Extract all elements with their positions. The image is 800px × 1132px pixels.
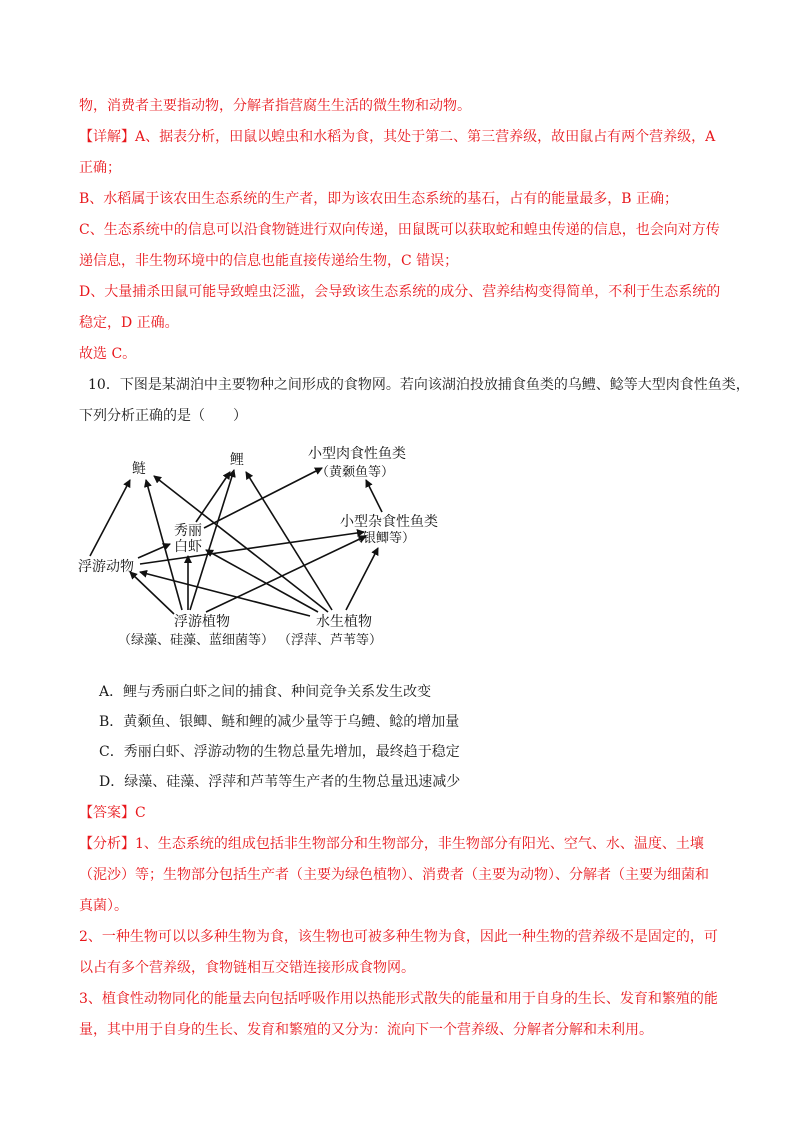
detail-line-d2: 稳定，D 正确。 [79, 315, 179, 331]
node-aquatic-plants: 水生植物 [316, 614, 372, 630]
analysis-p1-line2: （泥沙）等；生物部分包括生产者（主要为绿色植物）、消费者（主要为动物）、分解者（主要为细菌和 [79, 867, 709, 883]
option-b: B．黄颡鱼、银鲫、鲢和鲤的减少量等于乌鳢、鲶的增加量 [99, 714, 460, 730]
arrow-aqua-to-li [246, 472, 332, 610]
food-web-diagram [70, 440, 490, 660]
node-small-omnivorous-fish-example: （银鲫等） [350, 531, 416, 546]
arrow-zoo-to-lian [90, 480, 130, 556]
node-shrimp-2: 白虾 [174, 539, 202, 555]
explanation-line-0: 物，消费者主要指动物，分解者指营腐生生活的微生物和动物。 [79, 98, 471, 114]
option-c: C．秀丽白虾、浮游动物的生物总量先增加，最终趋于稳定 [99, 744, 460, 760]
detail-a1-text: A、据表分析，田鼠以蝗虫和水稻为食，其处于第二、第三营养级，故田鼠占有两个营养级，A [135, 129, 716, 145]
node-shrimp-1: 秀丽 [174, 523, 202, 539]
node-small-carnivorous-fish-example: （黄颡鱼等） [316, 465, 395, 480]
detail-line-c2: 递信息，非生物环境中的信息也能直接传递给生物，C 错误； [79, 253, 459, 269]
detail-line-d1: D、大量捕杀田鼠可能导致蝗虫泛滥，会导致该生态系统的成分、营养结构变得简单，不利于生态系统的 [79, 284, 721, 300]
analysis-p3-line1: 3、植食性动物同化的能量去向包括呼吸作用以热能形式散失的能量和用于自身的生长、发育和繁殖的能 [79, 991, 718, 1007]
detail-line-b: B、水稻属于该农田生态系统的生产者，即为该农田生态系统的基石，占有的能量最多，B 正确； [79, 191, 679, 207]
question-line-2: 下列分析正确的是（ ） [79, 408, 247, 424]
analysis-p1-line3: 真菌）。 [79, 898, 128, 914]
answer-line [79, 803, 146, 823]
node-phytoplankton-example: （绿藻、硅藻、蓝细菌等） [118, 633, 275, 648]
node-li: 鲤 [230, 452, 244, 468]
option-a: A．鲤与秀丽白虾之间的捕食、种间竞争关系发生改变 [99, 684, 432, 700]
node-small-carnivorous-fish: 小型肉食性鱼类 [308, 446, 406, 462]
detail-line-a1 [79, 127, 715, 147]
question-line-1: 10．下图是某湖泊中主要物种之间形成的食物网。若向该湖泊投放捕食鱼类的乌鳢、鲶等大型肉食性鱼类， [88, 377, 750, 393]
node-lian: 鲢 [132, 461, 146, 477]
analysis-p1-line1-text: 1、生态系统的组成包括非生物部分和生物部分，非生物部分有阳光、空气、水、温度、土壤 [135, 836, 704, 852]
analysis-p2-line2: 以占有多个营养级，食物链相互交错连接形成食物网。 [79, 960, 415, 976]
detail-line-c1: C、生态系统中的信息可以沿食物链进行双向传递，田鼠既可以获取蛇和蝗虫传递的信息，也会向对方传 [79, 222, 720, 238]
analysis-p3-line2: 量，其中用于自身的生长、发育和繁殖的又分为：流向下一个营养级、分解者分解和未利用。 [79, 1022, 653, 1038]
node-small-omnivorous-fish: 小型杂食性鱼类 [340, 514, 438, 530]
answer-value: C [135, 805, 146, 821]
node-phytoplankton: 浮游植物 [174, 614, 230, 630]
analysis-label: 【分析】 [79, 836, 135, 852]
arrow-aqua-to-omni [346, 548, 378, 610]
arrow-phyto-to-omni [206, 536, 366, 612]
node-aquatic-plants-example: （浮萍、芦苇等） [278, 633, 383, 648]
option-d: D．绿藻、硅藻、浮萍和芦苇等生产者的生物总量迅速减少 [99, 774, 461, 790]
answer-label: 【答案】 [79, 805, 135, 821]
arrow-omni-to-carn [366, 480, 382, 512]
analysis-p1-line1 [79, 834, 704, 854]
detail-line-a2: 正确； [79, 160, 121, 176]
choice-line: 故选 C。 [79, 346, 137, 362]
analysis-p2-line1: 2、一种生物可以以多种生物为食，该生物也可被多种生物为食，因此一种生物的营养级不是固定的，可 [79, 929, 718, 945]
detail-label: 【详解】 [79, 129, 135, 145]
node-zooplankton: 浮游动物 [78, 559, 134, 575]
